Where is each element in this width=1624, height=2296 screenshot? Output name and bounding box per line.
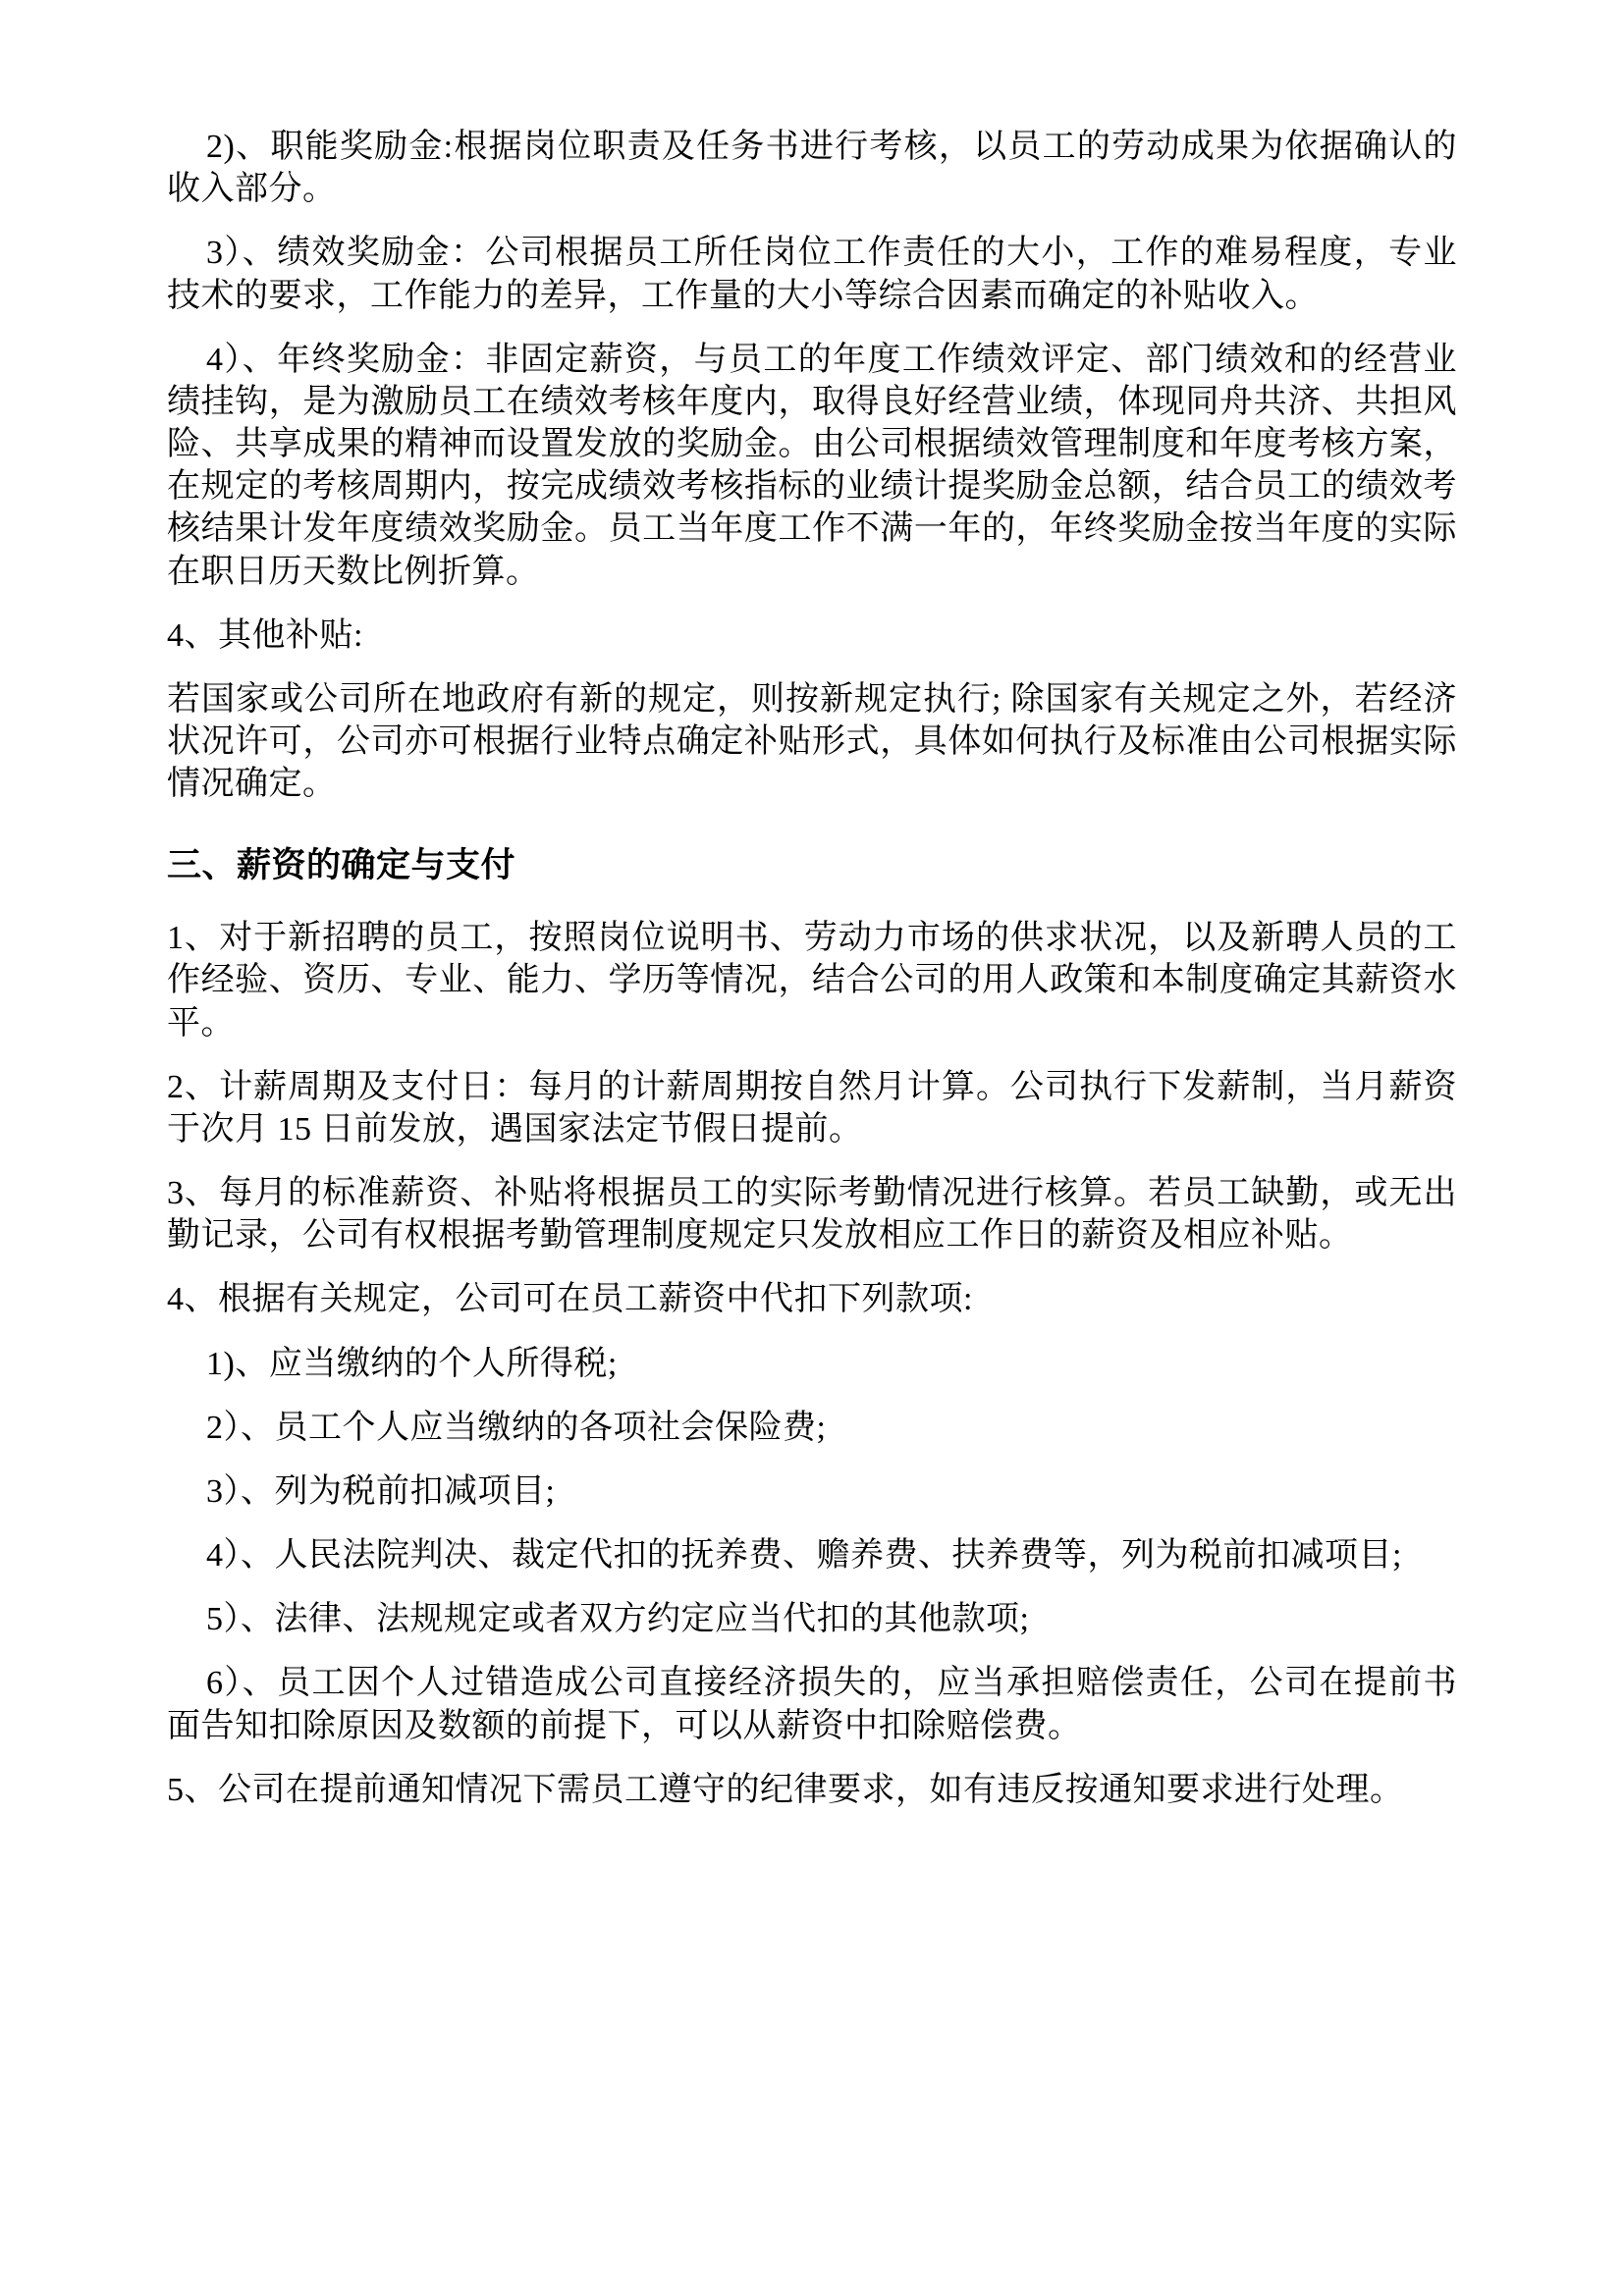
paragraph-pay-cycle: 2、计薪周期及支付日：每月的计薪周期按自然月计算。公司执行下发薪制，当月薪资于次月 15 日前发放，遇国家法定节假日提前。 [167,1068,1457,1148]
list-item-2-social-insurance: 2）、员工个人应当缴纳的各项社会保险费; [206,1409,827,1446]
list-item-2-functional-bonus: 2)、职能奖励金:根据岗位职责及任务书进行考核，以员工的劳动成果为依据确认的收入部分。 [167,129,1457,208]
list-item-3-pretax-deduction: 3）、列为税前扣减项目; [206,1472,556,1510]
paragraph-discipline-notice: 5、公司在提前通知情况下需员工遵守的纪律要求，如有违反按通知要求进行处理。 [167,1771,1404,1808]
paragraph-other-subsidies-body: 若国家或公司所在地政府有新的规定，则按新规定执行; 除国家有关规定之外，若经济状况许可，公司亦可根据行业特点确定补贴形式，具体如何执行及标准由公司根据实际情况确定。 [167,680,1457,803]
section-heading-salary-determination: 三、薪资的确定与支付 [167,846,516,885]
list-item-4-yearend-bonus: 4）、年终奖励金：非固定薪资，与员工的年度工作绩效评定、部门绩效和的经营业绩挂钩，是为激励员工在绩效考核年度内，取得良好经营业绩，体现同舟共济、共担风险、共享成果的精神而设置发放的奖励金。由公司根据绩效管理制度和年度考核方案，在规定的考核周期内，按完成绩效考核指标的业绩计提奖励金总额，结合员工的绩效考核结果计发年度绩效奖励金。员工当年度工作不满一年的，年终奖励金按当年度的实际在职日历天数比例折算。 [167,341,1457,590]
list-item-5-legal-agreed: 5）、法律、法规规定或者双方约定应当代扣的其他款项; [206,1601,1030,1638]
paragraph-other-subsidies-label: 4、其他补贴: [167,616,363,654]
paragraph-new-hire-salary: 1、对于新招聘的员工，按照岗位说明书、劳动力市场的供求状况，以及新聘人员的工作经验、资历、专业、能力、学历等情况，结合公司的用人政策和本制度确定其薪资水平。 [167,920,1457,1041]
list-item-1-income-tax: 1)、应当缴纳的个人所得税; [206,1345,618,1382]
list-item-3-performance-bonus: 3）、绩效奖励金：公司根据员工所任岗位工作责任的大小，工作的难易程度，专业技术的要求，工作能力的差异，工作量的大小等综合因素而确定的补贴收入。 [167,235,1457,314]
paragraph-withholding-intro: 4、根据有关规定，公司可在员工薪资中代扣下列款项: [167,1281,973,1318]
list-item-4-court-ordered: 4）、人民法院判决、裁定代扣的抚养费、赡养费、扶养费等，列为税前扣减项目; [206,1537,1402,1575]
paragraph-attendance-calculation: 3、每月的标准薪资、补贴将根据员工的实际考勤情况进行核算。若员工缺勤，或无出勤记录，公司有权根据考勤管理制度规定只发放相应工作日的薪资及相应补贴。 [167,1175,1457,1255]
list-item-6-compensation-liability: 6）、员工因个人过错造成公司直接经济损失的，应当承担赔偿责任，公司在提前书面告知扣除原因及数额的前提下，可以从薪资中扣除赔偿费。 [167,1665,1457,1744]
